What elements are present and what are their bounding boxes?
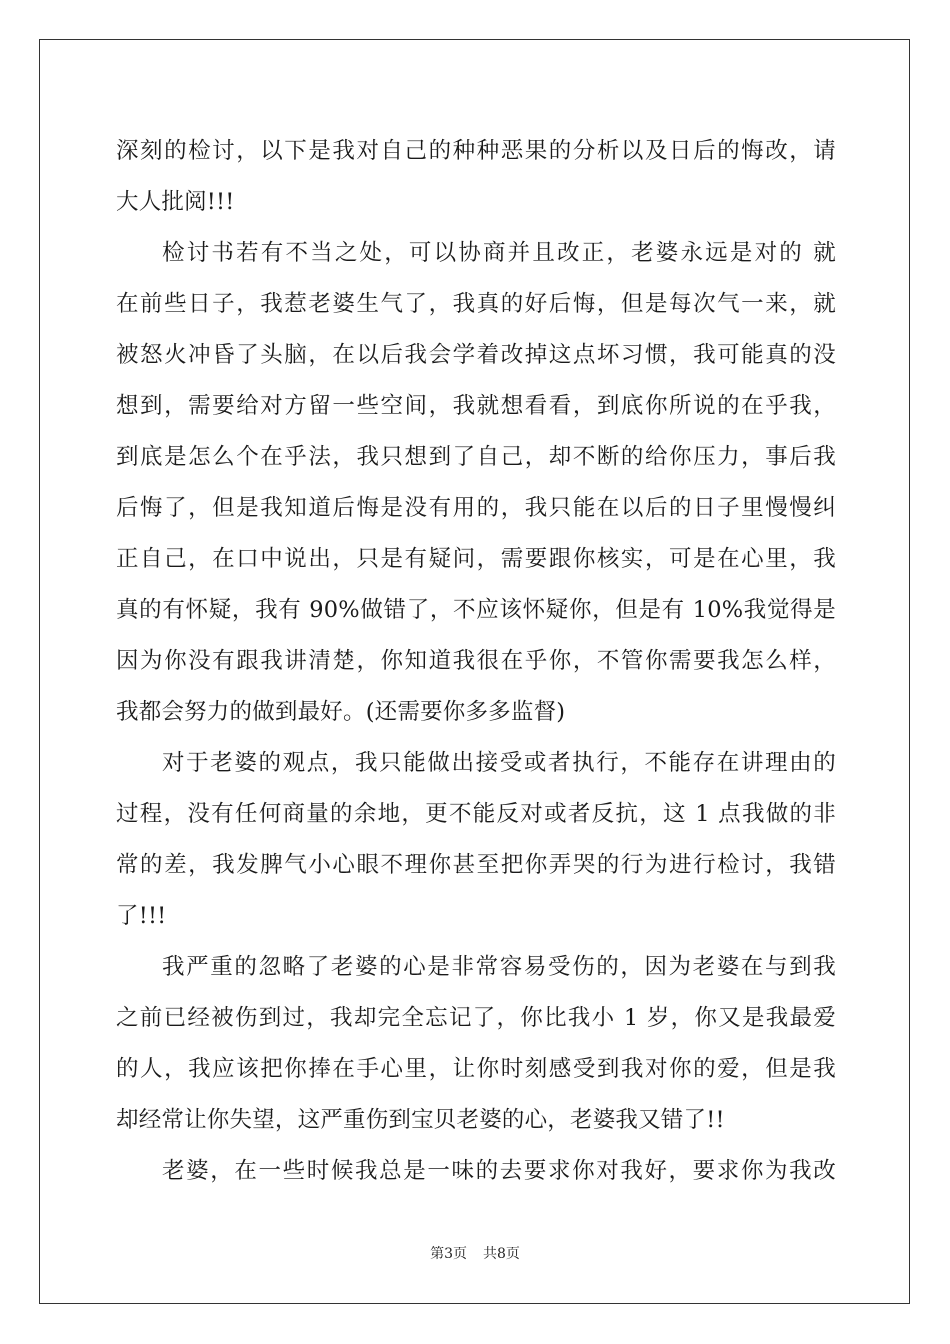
paragraph (116, 126, 836, 228)
text-line: 却经常让你失望，这严重伤到宝贝老婆的心，老婆我又错了!! (116, 1107, 725, 1133)
text-line: 过程，没有任何商量的余地，更不能反对或者反抗，这 1 点我做的非 (116, 801, 836, 827)
page-total: 共8页 (483, 1246, 520, 1262)
paragraph (116, 942, 836, 1146)
text-line: 老婆，在一些时候我总是一味的去要求你对我好，要求你为我改 (162, 1158, 836, 1184)
page-footer (0, 1243, 950, 1263)
text-line: 后悔了，但是我知道后悔是没有用的，我只能在以后的日子里慢慢纠 (116, 495, 836, 521)
text-line: 对于老婆的观点，我只能做出接受或者执行，不能存在讲理由的 (162, 750, 836, 776)
text-line: 被怒火冲昏了头脑，在以后我会学着改掉这点坏习惯，我可能真的没 (116, 342, 836, 368)
text-line: 之前已经被伤到过，我却完全忘记了，你比我小 1 岁，你又是我最爱 (116, 1005, 836, 1031)
text-line: 常的差，我发脾气小心眼不理你甚至把你弄哭的行为进行检讨，我错 (116, 852, 836, 878)
text-line: 想到，需要给对方留一些空间，我就想看看，到底你所说的在乎我， (116, 393, 836, 419)
text-line: 检讨书若有不当之处，可以协商并且改正，老婆永远是对的 就 (162, 240, 836, 266)
text-line: 因为你没有跟我讲清楚，你知道我很在乎你，不管你需要我怎么样， (116, 648, 836, 674)
text-line: 在前些日子，我惹老婆生气了，我真的好后悔，但是每次气一来，就 (116, 291, 836, 317)
paragraph (116, 1146, 836, 1197)
text-line: 正自己，在口中说出，只是有疑问，需要跟你核实，可是在心里，我 (116, 546, 836, 572)
text-line: 深刻的检讨，以下是我对自己的种种恶果的分析以及日后的悔改，请 (116, 138, 836, 164)
document-body (116, 126, 836, 1197)
text-line: 大人批阅!!! (116, 189, 235, 215)
text-line: 我严重的忽略了老婆的心是非常容易受伤的，因为老婆在与到我 (162, 954, 836, 980)
paragraph (116, 738, 836, 942)
text-line: 真的有怀疑，我有 90%做错了，不应该怀疑你，但是有 10%我觉得是 (116, 597, 836, 623)
text-line: 到底是怎么个在乎法，我只想到了自己，却不断的给你压力，事后我 (116, 444, 836, 470)
page-number: 第3页 (430, 1246, 467, 1262)
text-line: 我都会努力的做到最好。(还需要你多多监督) (116, 699, 566, 725)
text-line: 的人，我应该把你捧在手心里，让你时刻感受到我对你的爱，但是我 (116, 1056, 836, 1082)
paragraph (116, 228, 836, 738)
text-line: 了!!! (116, 903, 167, 929)
